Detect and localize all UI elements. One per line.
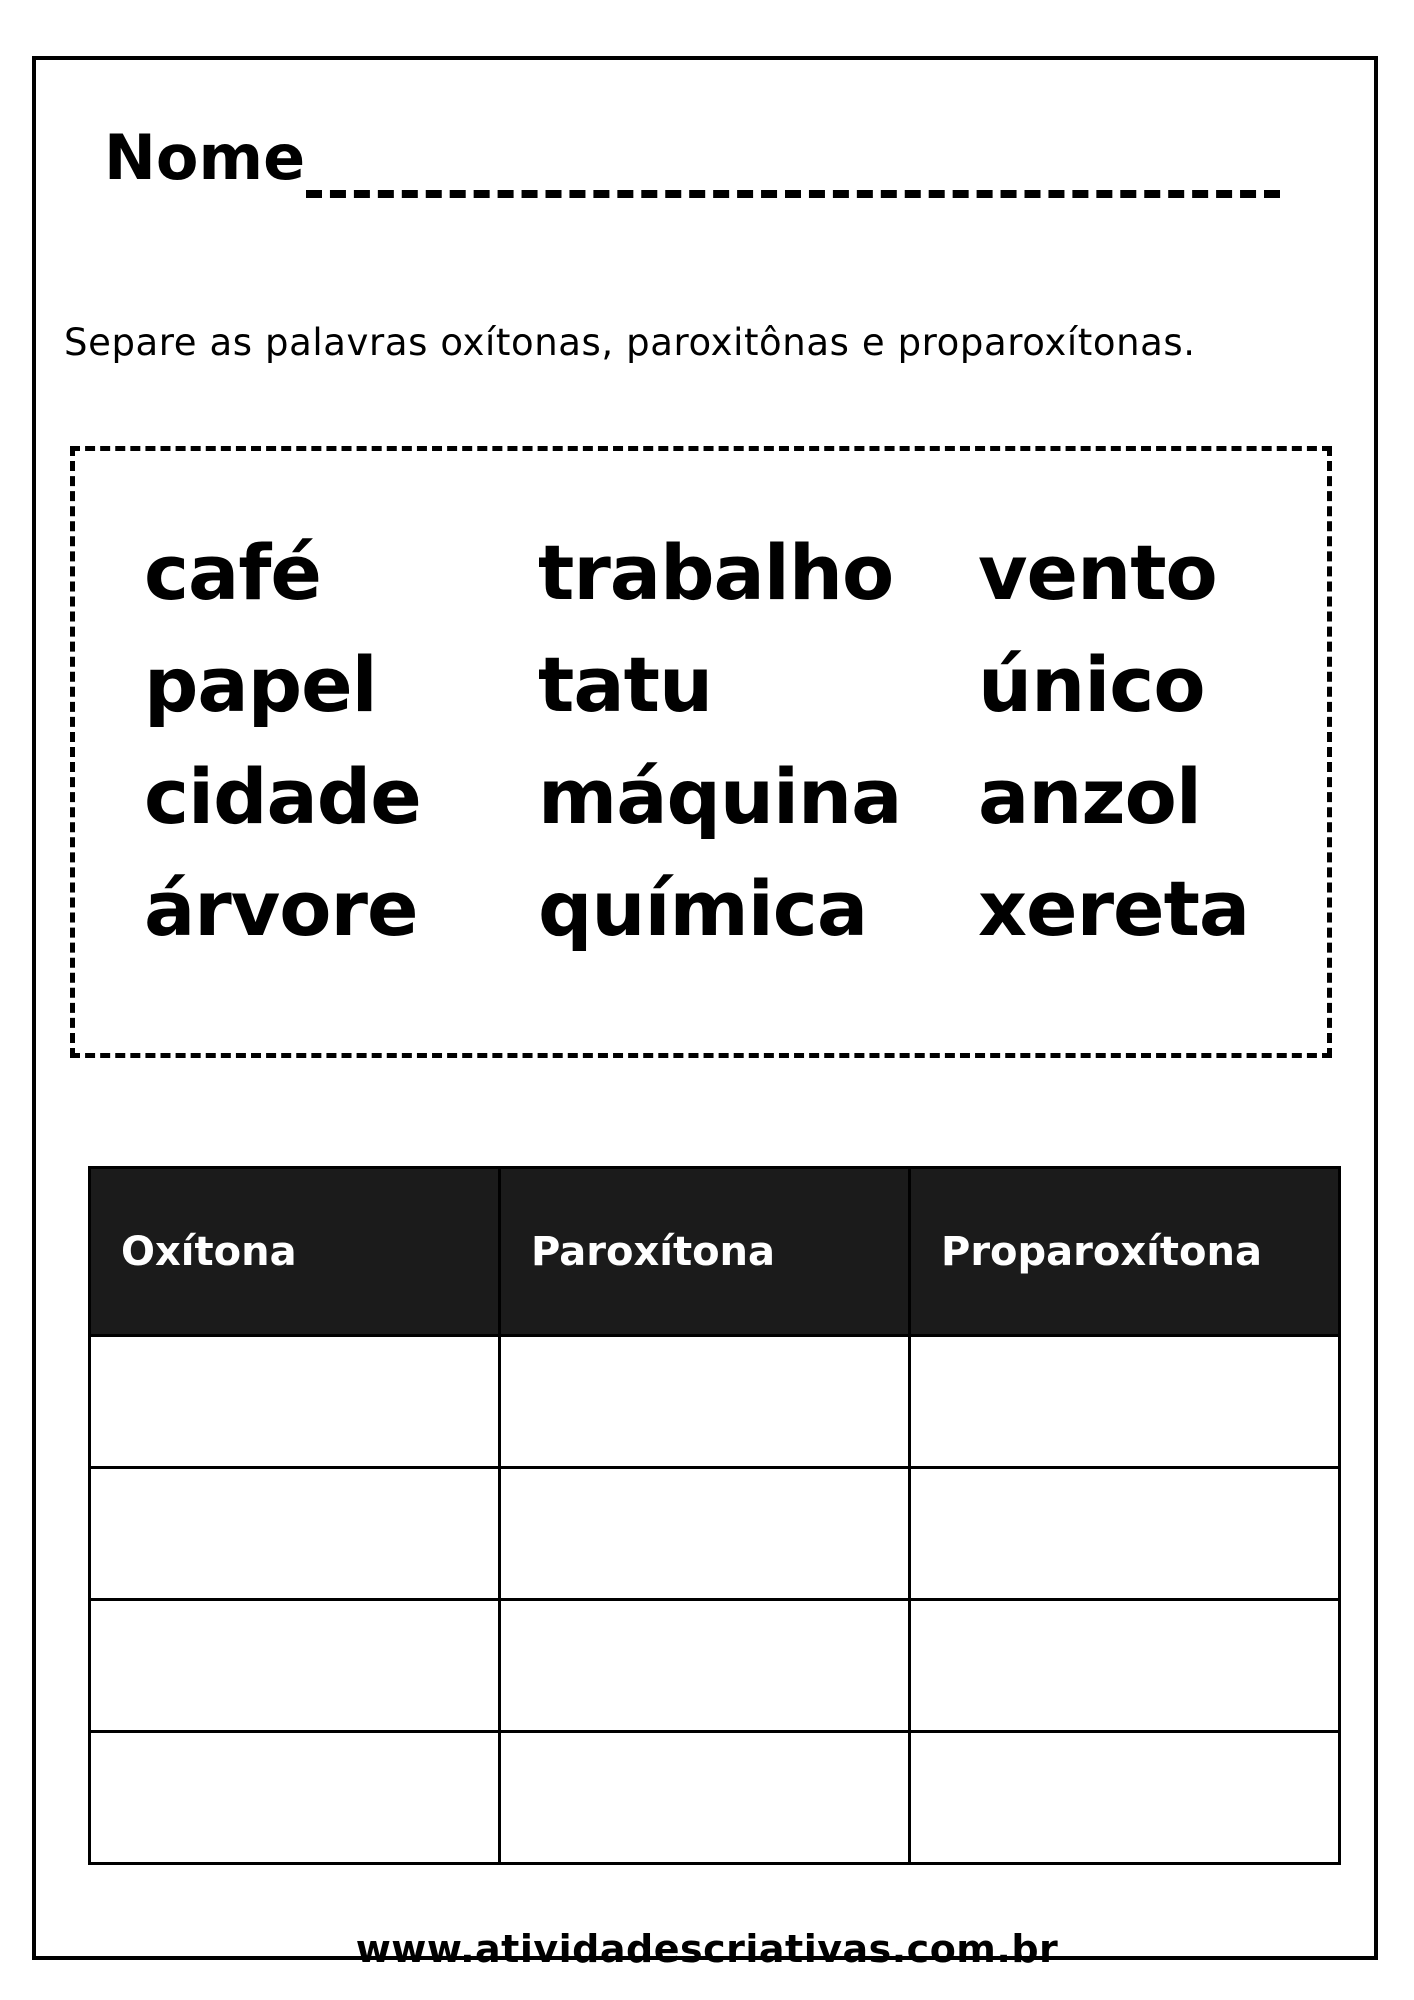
table-row <box>90 1336 1340 1468</box>
answer-table <box>88 1166 1341 1865</box>
header-proparoxitona: Proparoxítona <box>910 1168 1340 1336</box>
answer-cell[interactable] <box>90 1336 500 1468</box>
answer-cell[interactable] <box>500 1468 910 1600</box>
table-header-row <box>90 1168 1340 1336</box>
footer-website: www.atividadescriativas.com.br <box>355 1927 1059 1971</box>
word-item: vento <box>978 528 1217 617</box>
word-item: anzol <box>978 752 1201 841</box>
table-row <box>90 1600 1340 1732</box>
header-paroxitona: Paroxítona <box>500 1168 910 1336</box>
word-item: tatu <box>538 640 713 729</box>
answer-cell[interactable] <box>910 1732 1340 1864</box>
answer-cell[interactable] <box>500 1336 910 1468</box>
answer-cell[interactable] <box>910 1600 1340 1732</box>
word-item: café <box>144 528 321 617</box>
table-row <box>90 1732 1340 1864</box>
answer-cell[interactable] <box>910 1468 1340 1600</box>
name-fill-in-line[interactable] <box>306 190 1280 198</box>
word-item: árvore <box>144 864 418 953</box>
answer-cell[interactable] <box>910 1336 1340 1468</box>
table-row <box>90 1468 1340 1600</box>
word-item: único <box>978 640 1205 729</box>
word-item: trabalho <box>538 528 894 617</box>
word-item: química <box>538 864 868 953</box>
word-item: máquina <box>538 752 902 841</box>
word-item: papel <box>144 640 377 729</box>
name-label: Nome <box>104 121 306 194</box>
answer-cell[interactable] <box>90 1732 500 1864</box>
answer-cell[interactable] <box>500 1732 910 1864</box>
instruction-text: Separe as palavras oxítonas, paroxitônas e proparoxítonas. <box>64 321 1196 364</box>
word-item: cidade <box>144 752 421 841</box>
answer-cell[interactable] <box>90 1600 500 1732</box>
header-oxitona: Oxítona <box>90 1168 500 1336</box>
answer-cell[interactable] <box>90 1468 500 1600</box>
word-item: xereta <box>978 864 1250 953</box>
answer-cell[interactable] <box>500 1600 910 1732</box>
